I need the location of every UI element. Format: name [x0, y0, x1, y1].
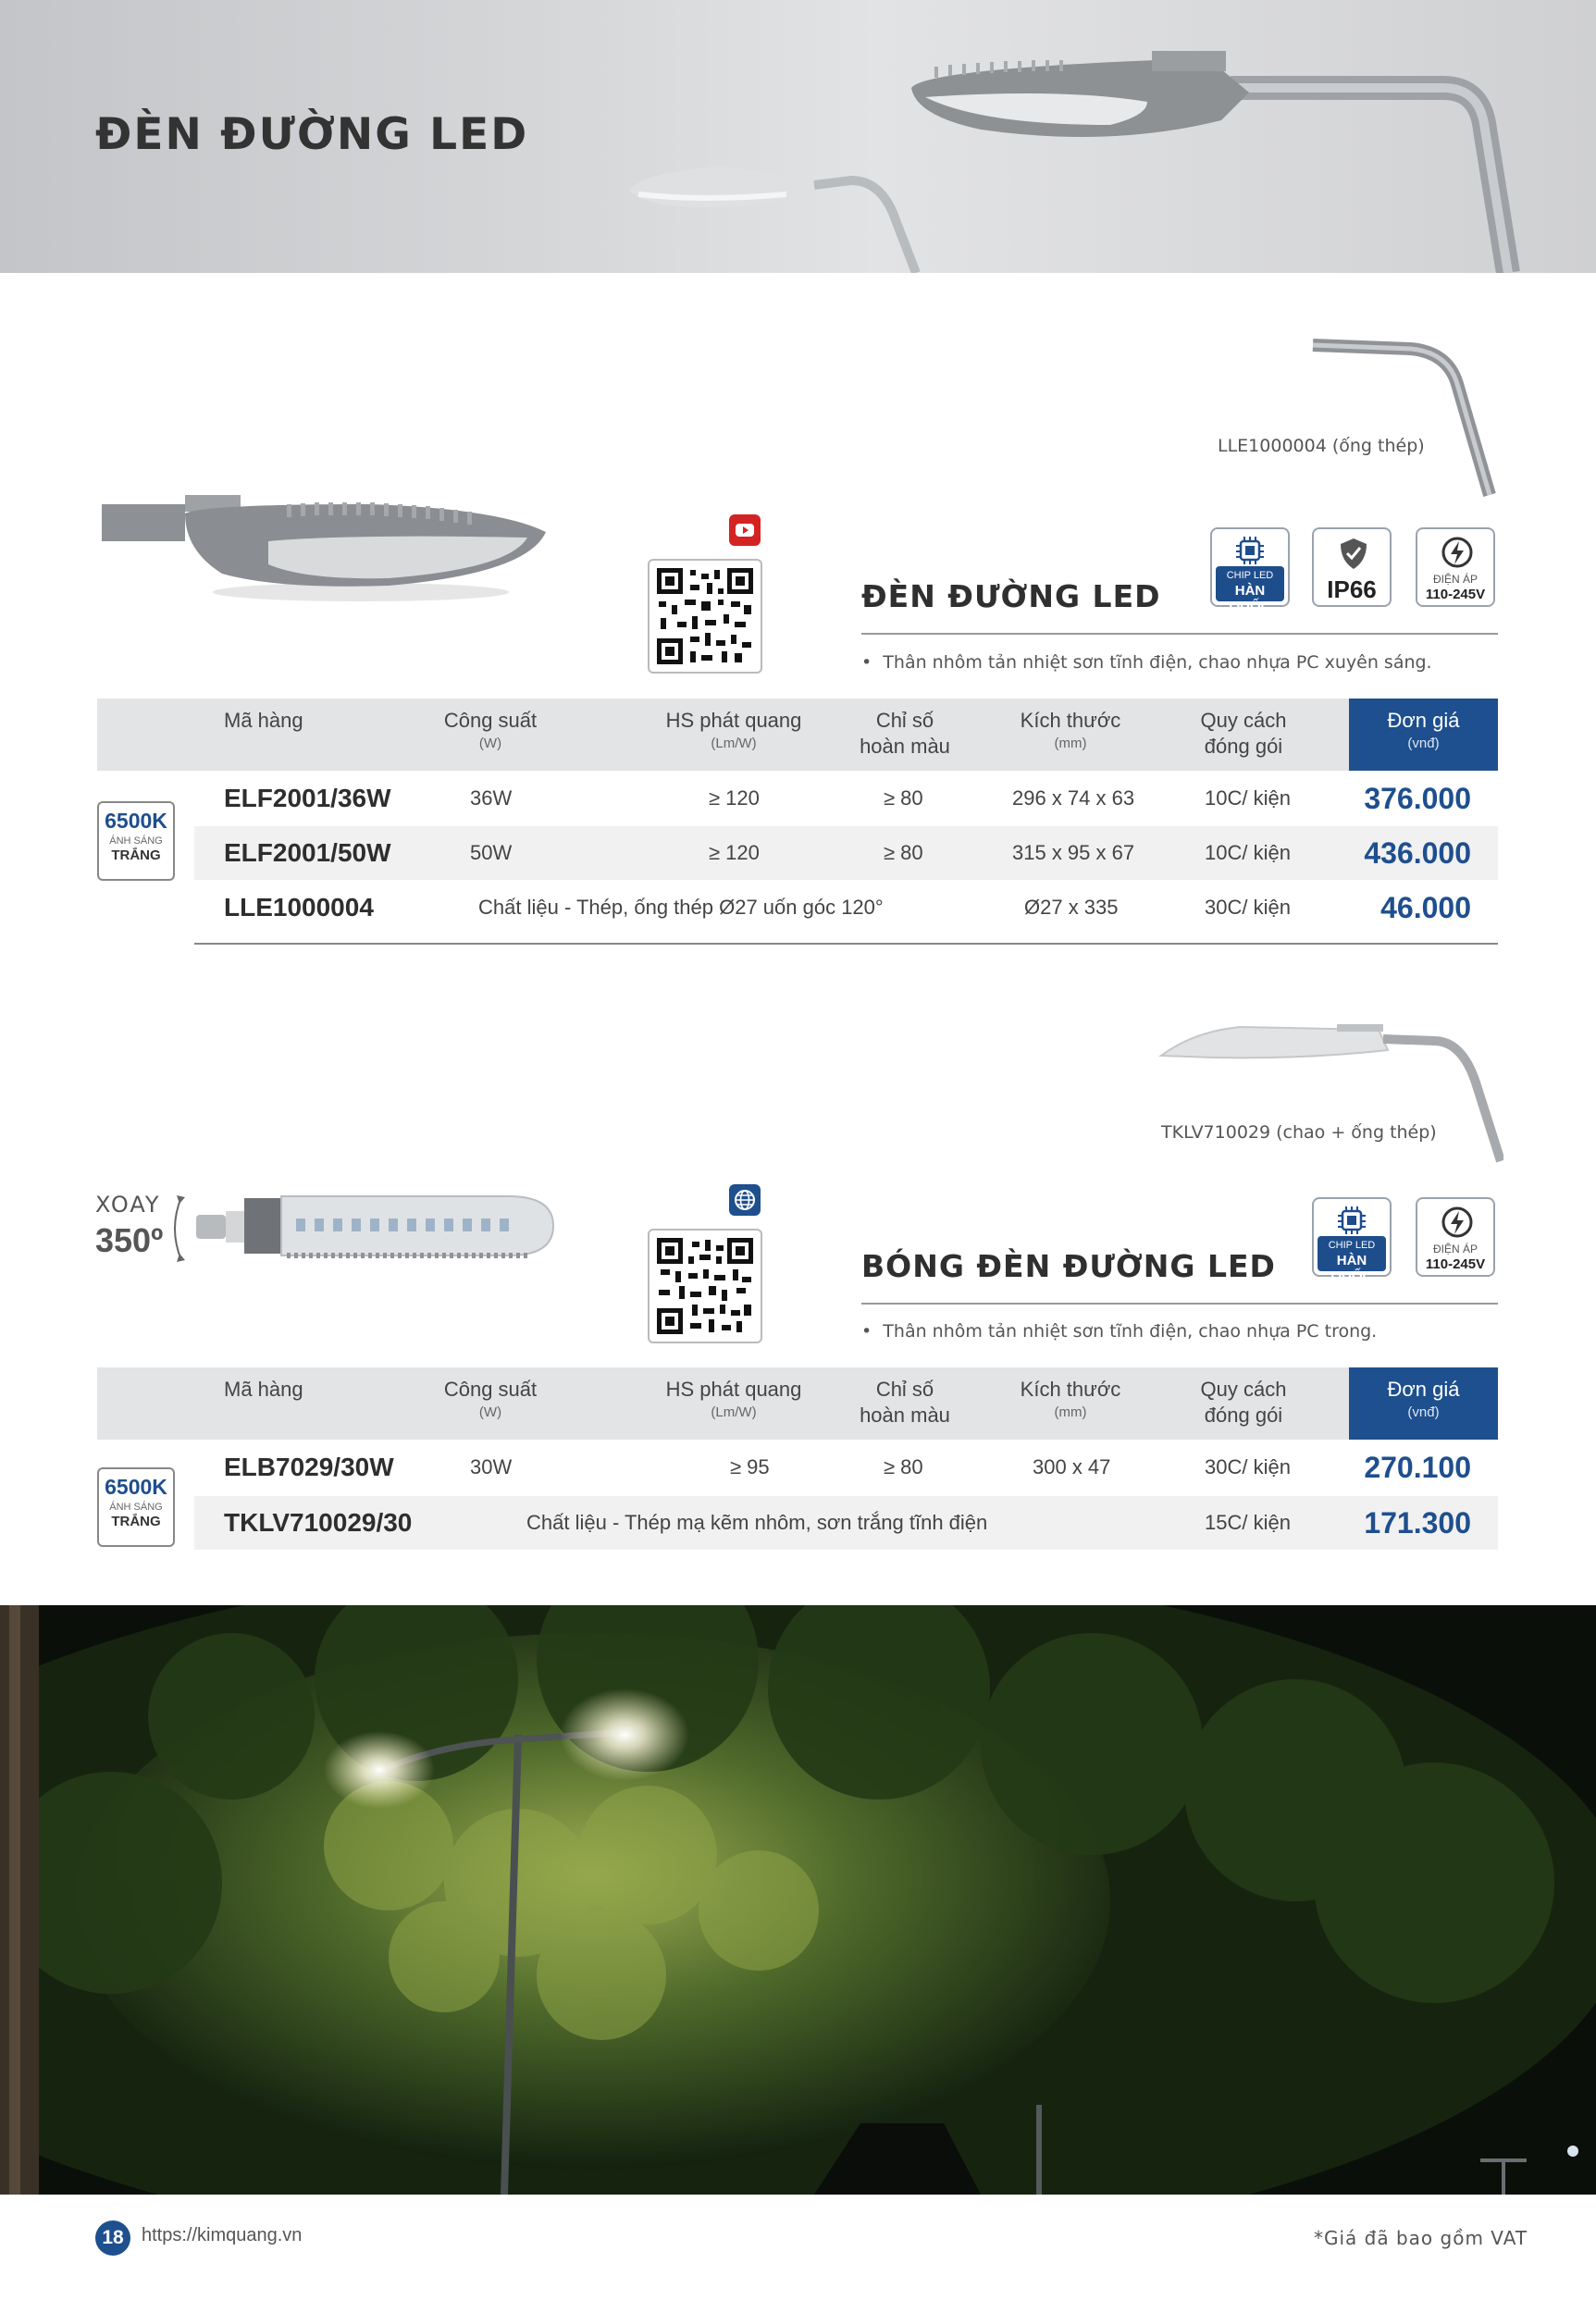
th-pack-label-1: Quy cách [1200, 709, 1287, 732]
han-quoc-label: HÀN QUỐC [1330, 1253, 1373, 1284]
th-lm-label: HS phát quang [665, 709, 802, 732]
night-scene-image [0, 1605, 1596, 2195]
han-quoc-label: HÀN QUỐC [1229, 583, 1271, 614]
voltage-value: 110-245V [1425, 1256, 1486, 1272]
th-cri-label-2: hoàn màu [860, 735, 950, 758]
product-code: LLE1000004 [224, 893, 374, 921]
chip-led-label-box [1216, 566, 1284, 614]
product-power: 30W [470, 1455, 513, 1478]
product-material: Chất liệu - Thép, ống thép Ø27 uốn góc 120° [478, 896, 884, 919]
title-divider [861, 1303, 1498, 1305]
chip-led-label-box [1318, 1236, 1386, 1284]
vat-note: *Giá đã bao gồm VAT [1314, 2227, 1528, 2249]
product-code: ELF2001/36W [224, 784, 391, 812]
product-size: 315 x 95 x 67 [1012, 841, 1135, 864]
th-power-label: Công suất [443, 709, 538, 732]
product-price: 376.000 [1364, 782, 1471, 815]
th-size-label: Kích thước [1020, 709, 1121, 732]
qr-code-image [657, 1238, 753, 1334]
th-power [398, 708, 583, 754]
website-link[interactable]: https://kimquang.vn [142, 2225, 303, 2245]
street-light-product-image [93, 476, 555, 615]
table-row [194, 881, 1498, 934]
product-title: ĐÈN ĐƯỜNG LED [861, 578, 1161, 614]
th-size-unit: (mm) [1054, 1404, 1087, 1420]
th-cri-label-2: hoàn màu [860, 1404, 950, 1427]
th-cri-label-1: Chỉ số [875, 1378, 934, 1401]
qr-code[interactable] [648, 1229, 762, 1343]
product-title: BÓNG ĐÈN ĐƯỜNG LED [861, 1248, 1276, 1284]
product-cri: ≥ 80 [884, 841, 923, 864]
product-code: TKLV710029/30 [224, 1508, 413, 1537]
qr-code-image [657, 568, 753, 664]
th-price [1349, 1367, 1498, 1440]
product-power: 36W [470, 786, 513, 810]
product-price: 270.100 [1364, 1451, 1471, 1484]
th-price-unit: (vnđ) [1407, 1404, 1440, 1420]
product-size: 296 x 74 x 63 [1012, 786, 1135, 810]
table-row [194, 1441, 1498, 1494]
product-material: Chất liệu - Thép mạ kẽm nhôm, sơn trắng tĩnh điện [526, 1511, 988, 1534]
product-size: Ø27 x 335 [1024, 896, 1119, 919]
ip66-badge [1312, 527, 1392, 607]
th-cri [835, 708, 974, 760]
dien-ap-label: ĐIỆN ÁP [1432, 1243, 1478, 1255]
th-size [978, 708, 1163, 754]
product-power: 50W [470, 841, 513, 864]
shield-icon [1338, 537, 1369, 572]
color-temp-value: 6500K [105, 1475, 167, 1499]
product-pack: 30C/ kiện [1205, 1455, 1291, 1478]
product-lm: ≥ 120 [709, 786, 760, 810]
color-temp-sub: ÁNH SÁNG [109, 835, 163, 847]
lightning-icon [1440, 1205, 1475, 1240]
product-pack: 15C/ kiện [1205, 1511, 1291, 1534]
th-power-unit: (W) [478, 736, 502, 751]
lamp-pole-accessory-image [1157, 1013, 1503, 1170]
voltage-badge [1416, 527, 1495, 607]
feature-bullet-text: Thân nhôm tản nhiệt sơn tĩnh điện, chao nhựa PC trong. [883, 1321, 1378, 1342]
table-row [194, 826, 1498, 880]
chip-led-label: CHIP LED [1328, 1240, 1376, 1251]
th-lm-label: HS phát quang [665, 1378, 802, 1401]
feature-bullet-text: Thân nhôm tản nhiệt sơn tĩnh điện, chao nhựa PC xuyên sáng. [883, 652, 1432, 673]
th-lm [641, 708, 826, 754]
feature-bullet: • Thân nhôm tản nhiệt sơn tĩnh điện, chao nhựa PC trong. [861, 1321, 1378, 1342]
led-corn-bulb-image [194, 1180, 560, 1272]
color-temperature-tag [97, 1467, 175, 1547]
title-divider [861, 633, 1498, 635]
th-price [1349, 699, 1498, 771]
header-banner [0, 0, 1596, 273]
product-pack: 30C/ kiện [1205, 896, 1291, 919]
table-bottom-rule [194, 943, 1498, 945]
chip-led-korea-badge [1312, 1197, 1392, 1284]
product-lm: ≥ 120 [709, 841, 760, 864]
accessory-caption: TKLV710029 (chao + ống thép) [1161, 1122, 1437, 1143]
th-size [978, 1377, 1163, 1423]
rotate-label: XOAY [95, 1192, 161, 1218]
th-price-label: Đơn giá [1387, 1378, 1460, 1401]
product-size: 300 x 47 [1033, 1455, 1111, 1478]
voltage-value: 110-245V [1425, 587, 1486, 602]
chip-icon [1335, 1205, 1368, 1236]
th-pack-label-2: đóng gói [1204, 1404, 1283, 1427]
color-temp-sub: ÁNH SÁNG [109, 1502, 163, 1513]
product-code: ELF2001/50W [224, 838, 391, 867]
color-temp-value: 6500K [105, 809, 167, 833]
lightning-icon [1440, 535, 1475, 570]
th-cri-label-1: Chỉ số [875, 709, 934, 732]
th-pack-label-1: Quy cách [1200, 1378, 1287, 1401]
th-price-unit: (vnđ) [1407, 736, 1440, 751]
th-power-unit: (W) [478, 1404, 502, 1420]
steel-pole-accessory-image [1309, 328, 1503, 500]
th-size-unit: (mm) [1054, 736, 1087, 751]
th-pack [1151, 1377, 1336, 1429]
rotate-arrow-icon [165, 1192, 192, 1266]
dien-ap-label: ĐIỆN ÁP [1432, 573, 1478, 586]
th-size-label: Kích thước [1020, 1378, 1121, 1401]
product-code: ELB7029/30W [224, 1453, 394, 1481]
ip66-label: IP66 [1327, 575, 1377, 603]
product-cri: ≥ 80 [884, 1455, 923, 1478]
product-lm: ≥ 95 [730, 1455, 770, 1478]
chip-led-label: CHIP LED [1226, 570, 1274, 581]
product-price: 171.300 [1364, 1506, 1471, 1540]
th-price-label: Đơn giá [1387, 709, 1460, 732]
rotate-degree: 350º [95, 1221, 164, 1259]
chip-icon [1233, 535, 1267, 566]
th-code: Mã hàng [224, 709, 303, 732]
th-cri [835, 1377, 974, 1429]
table-row [194, 772, 1498, 825]
product-price: 46.000 [1380, 891, 1471, 924]
th-lm-unit: (Lm/W) [711, 736, 757, 751]
th-code: Mã hàng [224, 1378, 303, 1401]
product-price: 436.000 [1364, 836, 1471, 870]
feature-bullet: • Thân nhôm tản nhiệt sơn tĩnh điện, chao nhựa PC xuyên sáng. [861, 652, 1432, 673]
product-pack: 10C/ kiện [1205, 841, 1291, 864]
th-power-label: Công suất [443, 1378, 538, 1401]
chip-led-korea-badge [1210, 527, 1290, 614]
youtube-icon[interactable] [729, 514, 761, 546]
color-temp-white: TRẮNG [111, 1514, 161, 1529]
night-street-light-photo [0, 1605, 1596, 2195]
color-temperature-tag [97, 801, 175, 881]
product-cri: ≥ 80 [884, 786, 923, 810]
qr-code[interactable] [648, 559, 762, 674]
th-pack-label-2: đóng gói [1204, 735, 1283, 758]
table-row [194, 1496, 1498, 1550]
voltage-badge [1416, 1197, 1495, 1277]
th-power [398, 1377, 583, 1423]
page-title: ĐÈN ĐƯỜNG LED [95, 109, 529, 160]
th-lm-unit: (Lm/W) [711, 1404, 757, 1420]
accessory-caption: LLE1000004 (ống thép) [1218, 436, 1425, 456]
th-pack [1151, 708, 1336, 760]
globe-icon[interactable] [729, 1184, 761, 1216]
color-temp-white: TRẮNG [111, 847, 161, 863]
th-lm [641, 1377, 826, 1423]
product-pack: 10C/ kiện [1205, 786, 1291, 810]
page-number: 18 [95, 2220, 130, 2256]
